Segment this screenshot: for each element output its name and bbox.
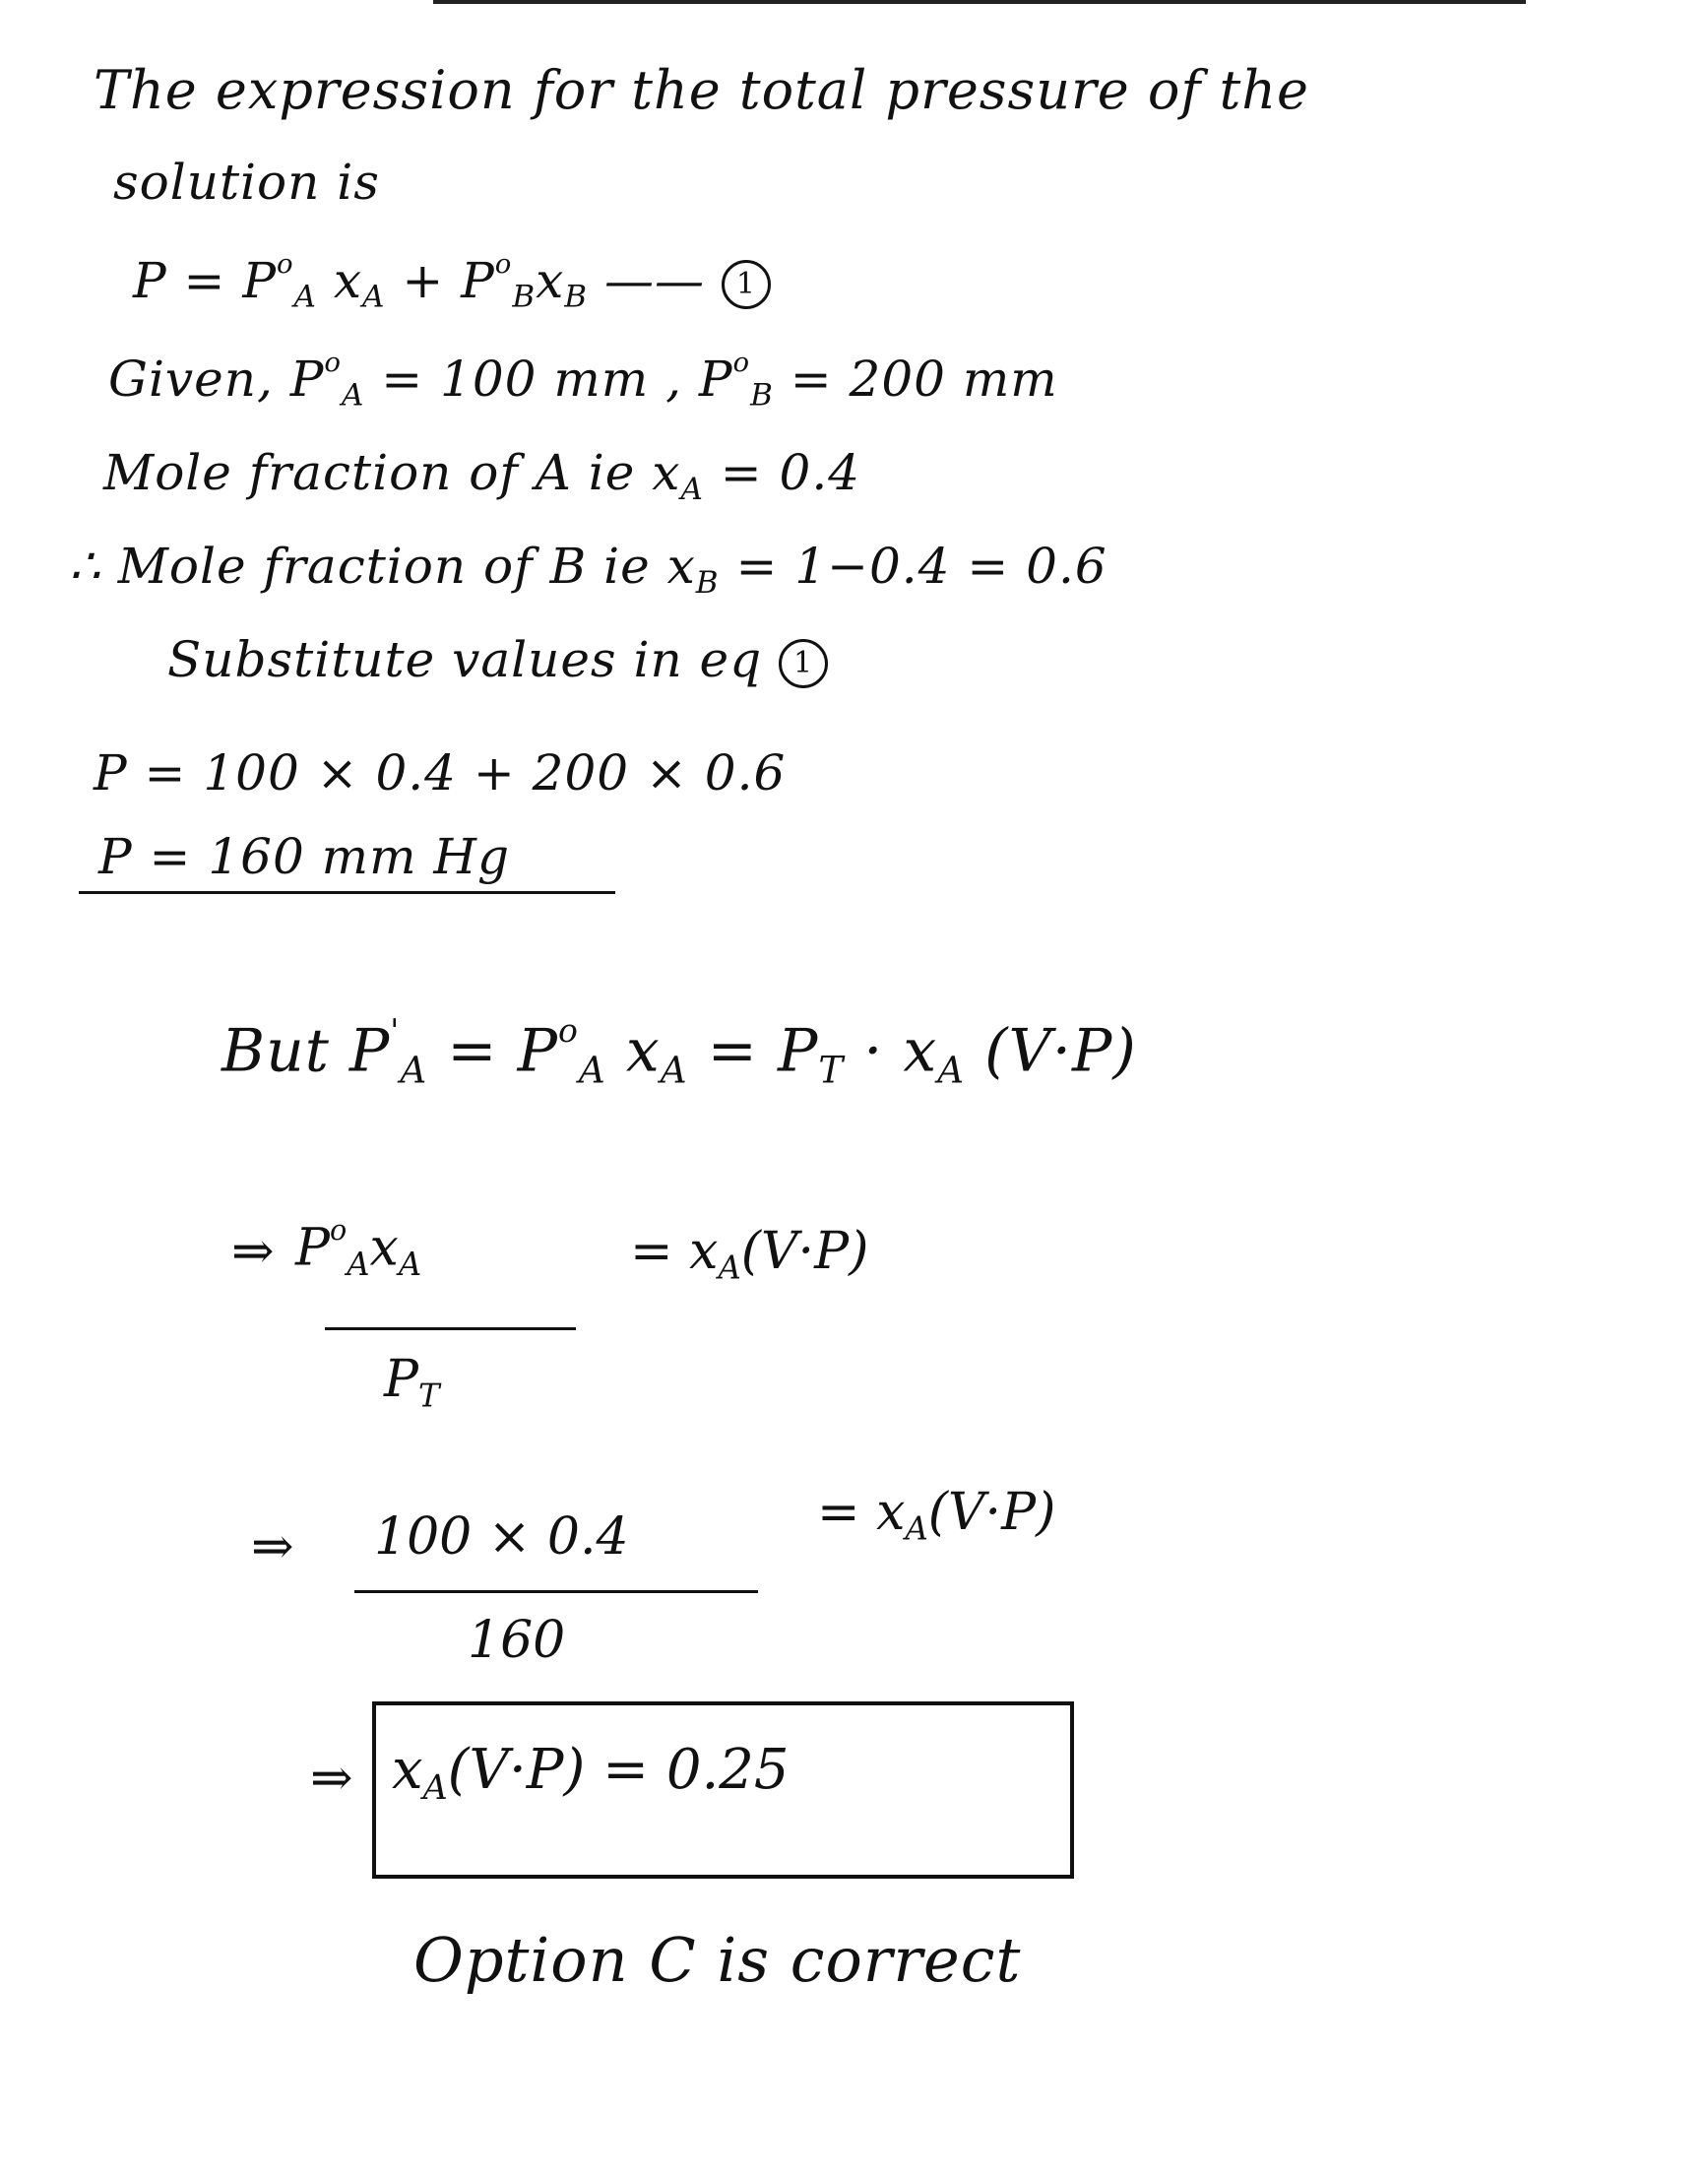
substitute-line: Substitute values in eq 1 [167,635,828,688]
intro-line-1: The expression for the total pressure of the [94,59,1310,121]
given-line: Given, $P^o_A = 100$ mm , $P^o_B = 200$ mm [108,347,1058,414]
calculation-line: P = 100 × 0.4 + 200 × 0.6 [94,744,787,801]
step2-arrow: ⇒ [251,1517,294,1576]
step1-rhs: = $x_A(V\cdot P)$ [630,1222,869,1287]
step2-fraction-bar [354,1590,758,1593]
final-answer: $x_A(V\cdot P) = 0.25$ [392,1738,790,1809]
intro-line-2: solution is [113,154,380,211]
step1-denominator: $P_T$ [384,1350,440,1415]
conclusion-line: Option C is correct [413,1924,1022,1996]
step2-rhs: = $x_A(V\cdot P)$ [817,1483,1056,1548]
result-line: P = 160 mm Hg [98,828,510,885]
equation-ref-circle: 1 [722,260,771,309]
step2-numerator: 100 × 0.4 [374,1507,629,1567]
but-line: But $P'_A = P^o_A$ $x_A = P_T \cdot x_A$ (V·P) [221,1011,1137,1092]
step1-fraction-bar [325,1327,576,1330]
step1-arrow: ⇒ [231,1222,275,1281]
equation-1: $P = P^o_A$ $x_A + P^o_Bx_B$ —— 1 [133,251,771,313]
result-underline [79,891,615,894]
top-rule [433,0,1526,4]
mole-fraction-a-line: Mole fraction of A ie $x_A = 0.4$ [103,444,861,507]
equation-ref-circle: 1 [779,639,828,688]
step3-arrow: ⇒ [310,1749,353,1808]
step2-denominator: 160 [468,1611,566,1670]
mole-fraction-b-line: ∴ Mole fraction of B ie $x_B = 1-0.4 = 0.6$ [69,538,1107,601]
step1-numerator: $P^o_Ax_A$ [295,1213,422,1284]
